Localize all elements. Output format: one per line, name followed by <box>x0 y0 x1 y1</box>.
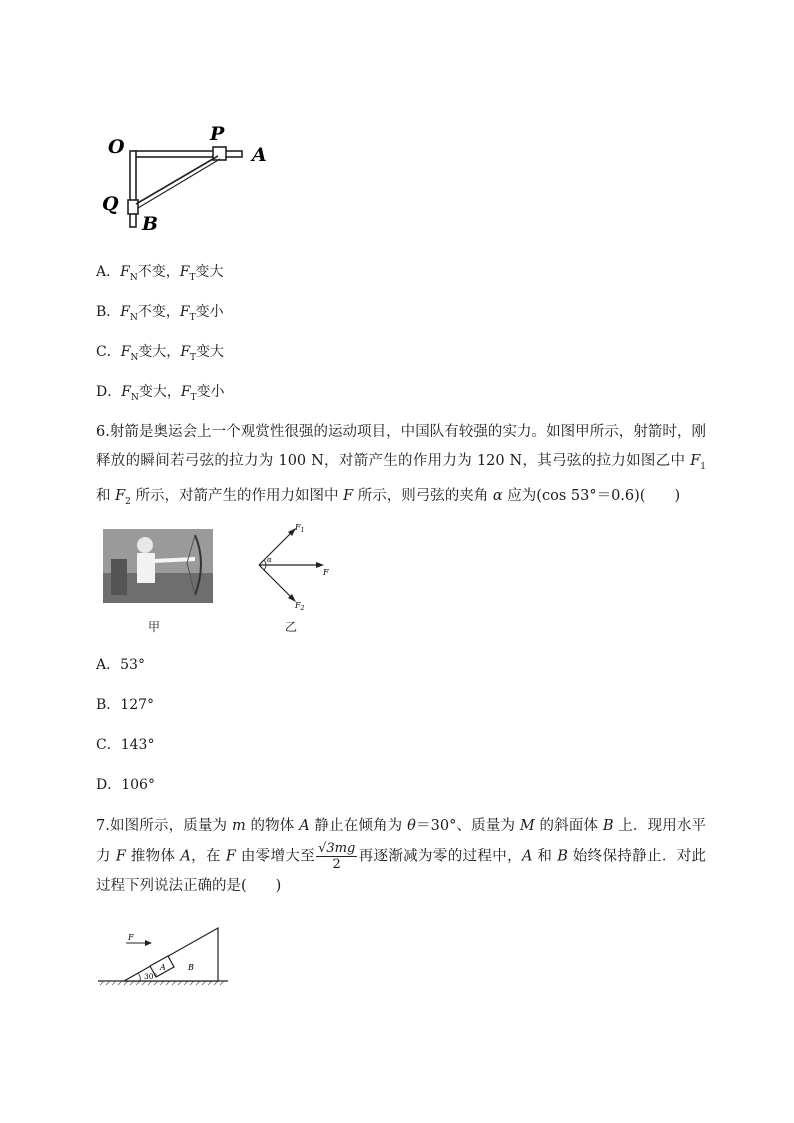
label-angle: 30° <box>144 972 158 981</box>
label-P: P <box>210 123 225 145</box>
q5-option-c[interactable]: C．$F_N$变大，$F_T$变大 <box>96 344 225 363</box>
label-Q: Q <box>102 193 119 215</box>
q6-option-c[interactable]: C．143° <box>96 737 155 753</box>
archer-photo <box>103 529 213 603</box>
caption-yi: 乙 <box>285 620 298 634</box>
label-B: B <box>142 213 159 235</box>
label-F: F <box>128 933 134 942</box>
label-alpha: α <box>267 556 272 564</box>
fraction: $\frac{√3mg}{2}$ <box>318 841 356 872</box>
label-B: B <box>188 963 194 972</box>
caption-jia: 甲 <box>148 620 161 634</box>
q6-option-a[interactable]: A．53° <box>96 657 145 673</box>
q5-option-d[interactable]: D．$F_N$变大，$F_T$变小 <box>96 384 225 403</box>
incline-figure <box>96 926 231 988</box>
label-F2: $F_2$ <box>295 601 305 612</box>
label-A: A <box>160 963 166 972</box>
q5-option-a[interactable]: A．$F_N$不变，$F_T$变大 <box>96 264 224 283</box>
q6-option-b[interactable]: B．127° <box>96 697 155 713</box>
q6-option-d[interactable]: D．106° <box>96 777 155 793</box>
label-A: A <box>252 144 267 166</box>
label-F1: $F_1$ <box>295 523 305 534</box>
q7-stem: 7.如图所示，质量为 m 的物体 A 静止在倾角为 θ＝30°、质量为 M 的斜面体 B 上．现用水平力 F 推物体 A，在 F 由零增大至 $\frac{√3mg}{2}$ 再逐渐减为零的过程中，A 和 B 始终保持静止．对此过程下列说法正确的是( ) <box>96 818 707 894</box>
q5-figure <box>98 118 288 238</box>
force-diagram <box>250 518 340 613</box>
q5-option-b[interactable]: B．$F_N$不变，$F_T$变小 <box>96 304 224 323</box>
label-O: O <box>108 136 125 158</box>
label-F: F <box>323 568 329 577</box>
q6-stem: 6.射箭是奥运会上一个观赏性很强的运动项目，中国队有较强的实力。如图甲所示，射箭时，刚释放的瞬间若弓弦的拉力为 100 N，对箭产生的作用力为 120 N，其弓弦的拉力如图乙中 $F_1$和 $F_2$ 所示，对箭产生的作用力如图中 F 所示，则弓弦的夹角 α 应为(cos 53°＝0.6)( ) <box>96 424 706 507</box>
